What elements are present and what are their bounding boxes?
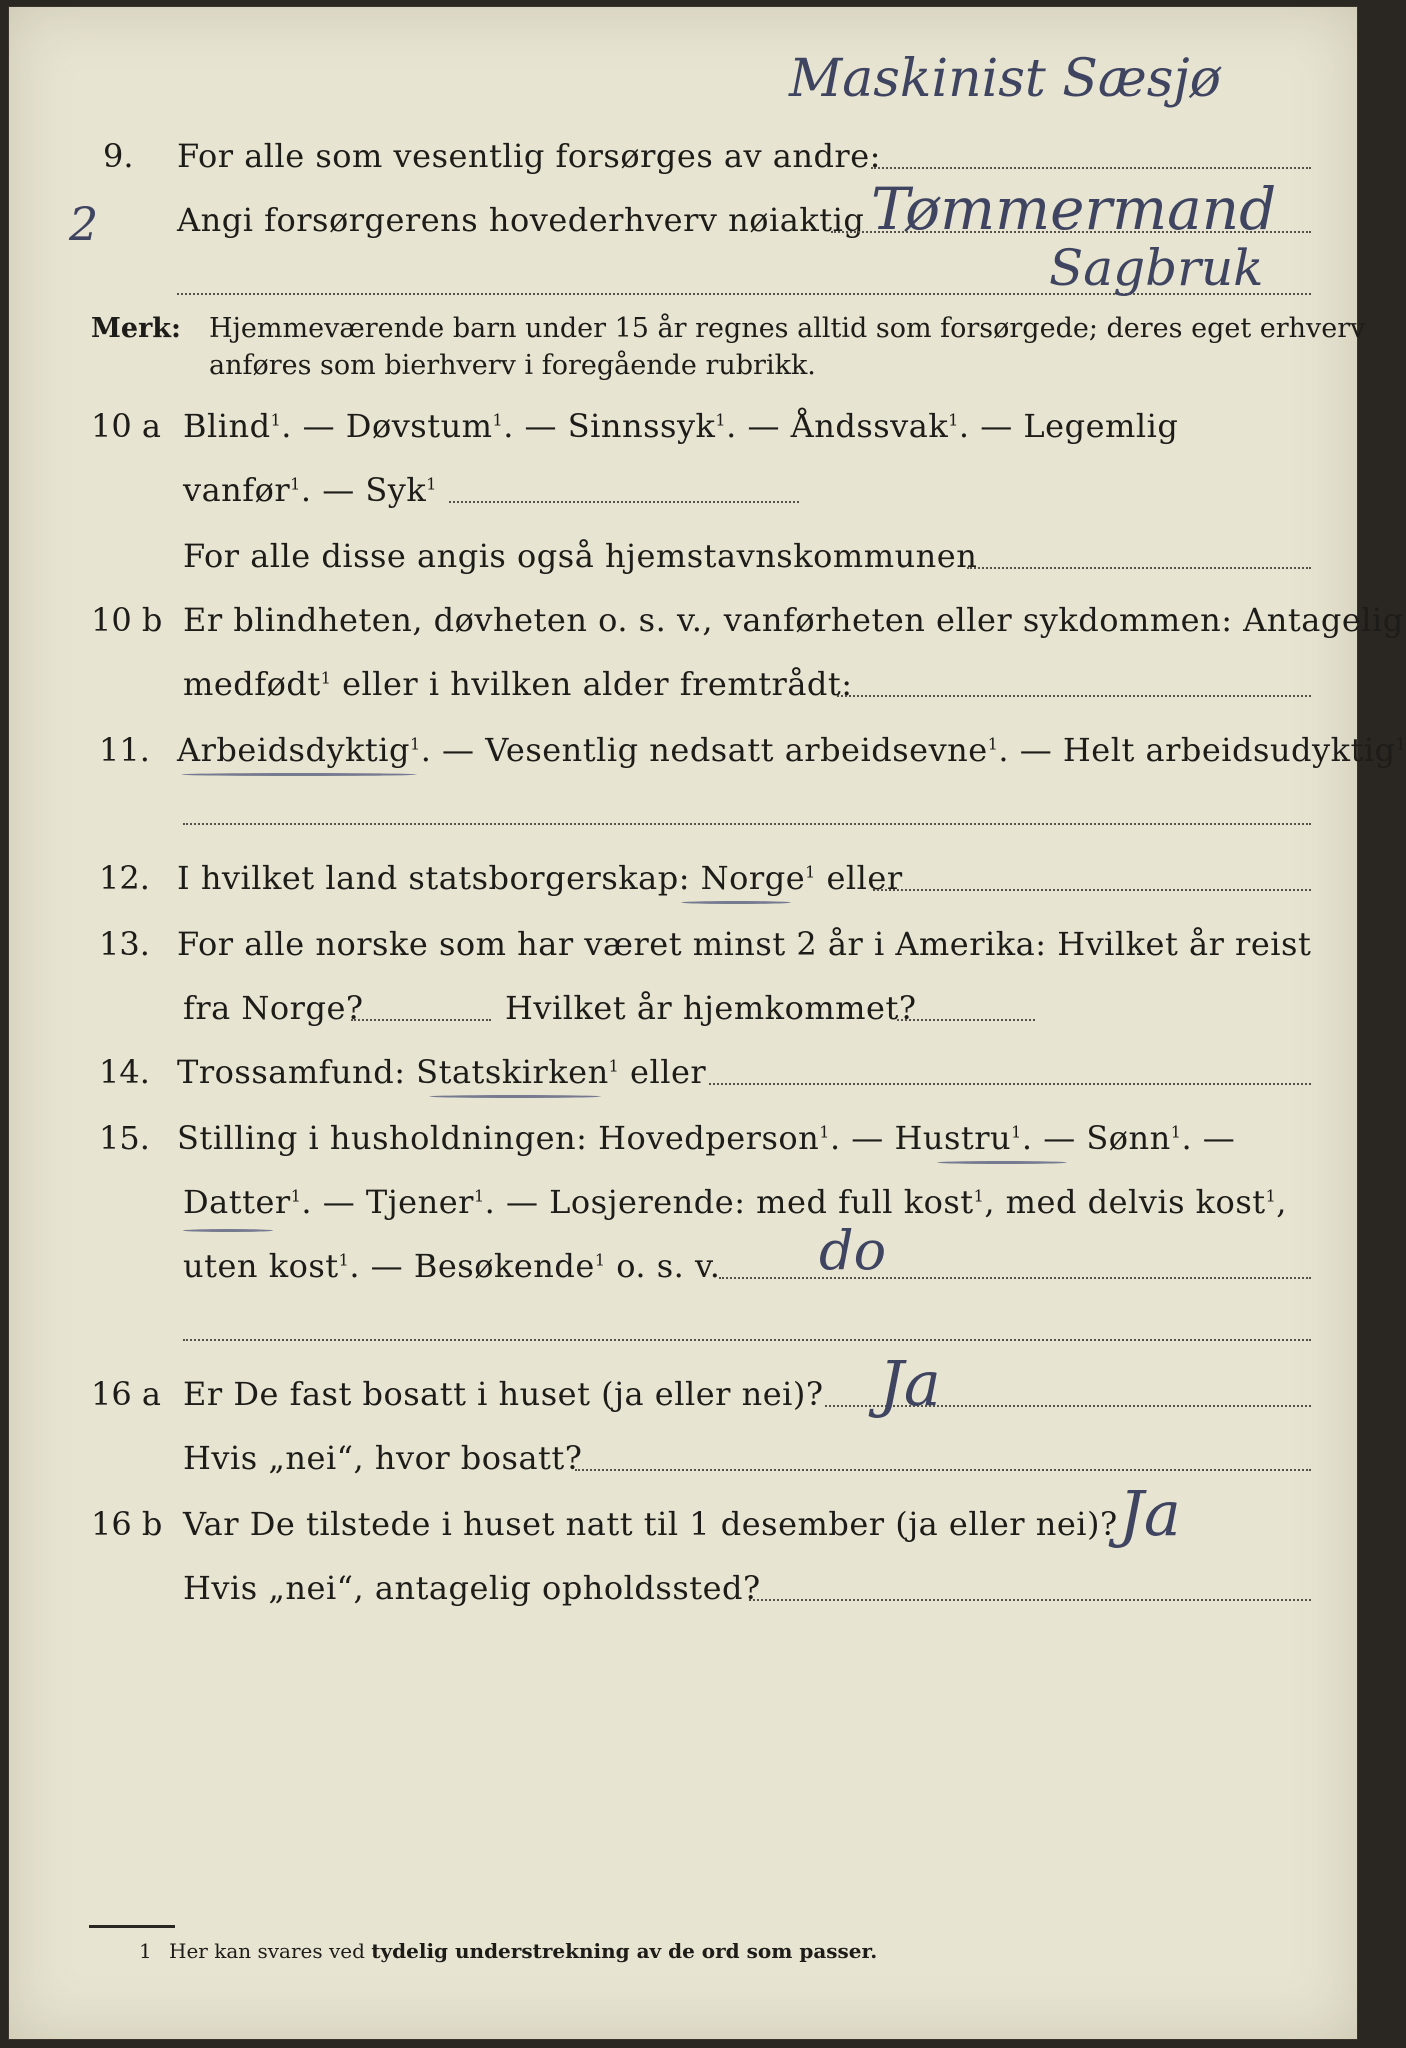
q15-extra-line xyxy=(183,1339,1311,1341)
q16b-line1: Var De tilstede i huset natt til 1 desember (ja eller nei)? xyxy=(183,1505,1118,1543)
question-number-13: 13. xyxy=(99,925,150,963)
option-eller: eller xyxy=(815,859,903,897)
question-number-16b: 16 b xyxy=(91,1505,163,1543)
option-full-kost: . — Losjerende: med full kost xyxy=(484,1183,974,1221)
q10b-age-text: eller i hvilken alder fremtrådt: xyxy=(331,665,853,703)
handwritten-underline-datter xyxy=(183,1229,273,1232)
q10a-answer-line xyxy=(449,501,799,503)
option-tjener: . — Tjener xyxy=(301,1183,474,1221)
q12-answer-line xyxy=(873,889,1311,891)
handwritten-underline-arbeidsdyktig xyxy=(181,773,417,776)
q15-osv: o. s. v. xyxy=(605,1247,721,1285)
option-medfodt: medfødt xyxy=(183,665,321,703)
option-syk: . — Syk xyxy=(300,471,427,509)
option-nedsatt-arbeidsevne: . — Vesentlig nedsatt arbeidsevne xyxy=(420,731,988,769)
option-norge: Norge xyxy=(700,859,806,897)
note-line2: anføres som bierhverv i foregående rubrikk. xyxy=(209,350,816,381)
handwritten-answer-occupation: Tømmermand xyxy=(871,175,1277,243)
q10b-line2: medfødt$^1$ eller i hvilken alder fremtrådt: xyxy=(183,665,853,703)
q11-options: Arbeidsdyktig$^1$. — Vesentlig nedsatt arbeidsevne$^1$. — Helt arbeidsudyktig$^1$ xyxy=(177,731,1406,769)
q13-hjemkommet: Hvilket år hjemkommet? xyxy=(505,989,917,1027)
q13-reist-line xyxy=(351,1019,491,1021)
option-legemlig: . — Legemlig xyxy=(958,407,1179,445)
q14-answer-line xyxy=(709,1083,1311,1085)
footnote-text xyxy=(169,1939,877,1963)
question-number-14: 14. xyxy=(99,1053,150,1091)
handwritten-underline-norge xyxy=(681,901,791,904)
q10b-answer-line xyxy=(837,695,1311,697)
handwritten-answer-provider: Maskinist Sæsjø xyxy=(789,49,1221,109)
footnote-rule xyxy=(89,1925,175,1928)
q11-answer-line xyxy=(183,823,1311,825)
option-andssvak: . — Åndssvak xyxy=(726,407,949,445)
q15-line3: uten kost$^1$. — Besøkende$^1$ o. s. v. xyxy=(183,1247,721,1285)
q15-answer-line xyxy=(719,1277,1311,1279)
q15-line1: Stilling i husholdningen: Hovedperson$^1$. — Hustru$^1$. — Sønn$^1$. — xyxy=(177,1119,1236,1157)
q16b-opholdssted-line xyxy=(749,1599,1311,1601)
question-number-9: 9. xyxy=(103,137,134,175)
question-number-10b: 10 b xyxy=(91,601,163,639)
q16a-bosatt-line xyxy=(575,1469,1311,1471)
q15-sep: . — xyxy=(1181,1119,1236,1157)
q15-sep: . — xyxy=(829,1119,884,1157)
note-label: Merk: xyxy=(91,313,181,344)
handwritten-answer-q15: do xyxy=(819,1219,887,1282)
option-blind: Blind xyxy=(183,407,271,445)
q15-comma: , xyxy=(1276,1183,1287,1221)
q12-question: I hvilket land statsborgerskap: xyxy=(177,859,690,897)
q9-answer-line1 xyxy=(871,167,1311,169)
option-uten-kost: uten kost xyxy=(183,1247,339,1285)
q10a-line1: Blind$^1$. — Døvstum$^1$. — Sinnssyk$^1$. — Åndssvak$^1$. — Legemlig xyxy=(183,407,1179,445)
q15-line2: Datter$^1$. — Tjener$^1$. — Losjerende: med full kost$^1$, med delvis kost$^1$, xyxy=(183,1183,1287,1221)
option-hovedperson: Stilling i husholdningen: Hovedperson xyxy=(177,1119,820,1157)
option-arbeidsdyktig: Arbeidsdyktig xyxy=(177,731,410,769)
q10a-hometown-line xyxy=(967,567,1311,569)
option-delvis-kost: , med delvis kost xyxy=(984,1183,1266,1221)
q9-line1: For alle som vesentlig forsørges av andre: xyxy=(177,137,881,175)
q14-question: Trossamfund: xyxy=(177,1053,406,1091)
question-number-11: 11. xyxy=(99,731,150,769)
option-arbeidsudyktig: . — Helt arbeidsudyktig xyxy=(998,731,1396,769)
question-number-15: 15. xyxy=(99,1119,150,1157)
handwritten-underline-statskirken xyxy=(429,1095,601,1098)
q10b-line1: Er blindheten, døvheten o. s. v., vanførheten eller sykdommen: Antagelig xyxy=(183,601,1404,639)
note-line1: Hjemmeværende barn under 15 år regnes alltid som forsørgede; deres eget erhverv xyxy=(209,313,1366,344)
handwritten-underline-hustru xyxy=(937,1161,1067,1164)
question-number-10a: 10 a xyxy=(91,407,161,445)
footnote-text-b: tydelig understrekning av de ord som passer. xyxy=(371,1939,878,1963)
option-eller: eller xyxy=(619,1053,707,1091)
q13-hjemkommet-line xyxy=(897,1019,1035,1021)
option-besokende: . — Besøkende xyxy=(349,1247,595,1285)
question-number-16a: 16 a xyxy=(91,1375,161,1413)
option-dovstum: . — Døvstum xyxy=(281,407,493,445)
q12-text: I hvilket land statsborgerskap: Norge$^1$ eller xyxy=(177,859,903,897)
option-datter: Datter xyxy=(183,1183,291,1221)
q13-reist: fra Norge? xyxy=(183,989,364,1027)
question-number-12: 12. xyxy=(99,859,150,897)
option-hustru: Hustru xyxy=(894,1119,1012,1157)
option-statskirken: Statskirken xyxy=(416,1053,609,1091)
q16a-line2: Hvis „nei“, hvor bosatt? xyxy=(183,1439,583,1477)
handwritten-answer-q16b: Ja xyxy=(1119,1477,1181,1550)
q14-text: Trossamfund: Statskirken$^1$ eller xyxy=(177,1053,707,1091)
option-sonn: . — Sønn xyxy=(1021,1119,1171,1157)
option-vanfor: vanfør xyxy=(183,471,291,509)
handwritten-answer-q16a: Ja xyxy=(879,1347,941,1420)
q16b-line2: Hvis „nei“, antagelig opholdssted? xyxy=(183,1569,761,1607)
q13-line1: For alle norske som har været minst 2 år i Amerika: Hvilket år reist xyxy=(177,925,1312,963)
footnote-mark: 1 xyxy=(139,1939,152,1963)
q10a-line3: For alle disse angis også hjemstavnskommunen xyxy=(183,537,978,575)
q9-line2: Angi forsørgerens hovederhverv nøiaktig xyxy=(177,201,865,239)
q16a-line1: Er De fast bosatt i huset (ja eller nei)? xyxy=(183,1375,824,1413)
handwritten-answer-workplace: Sagbruk xyxy=(1049,239,1264,297)
q10a-line2: vanfør$^1$. — Syk$^1$ xyxy=(183,471,437,509)
margin-mark: 2 xyxy=(69,197,99,251)
option-sinnssyk: . — Sinnssyk xyxy=(503,407,716,445)
census-form-page xyxy=(8,6,1406,2040)
footnote-text-a: Her kan svares ved xyxy=(169,1939,372,1963)
